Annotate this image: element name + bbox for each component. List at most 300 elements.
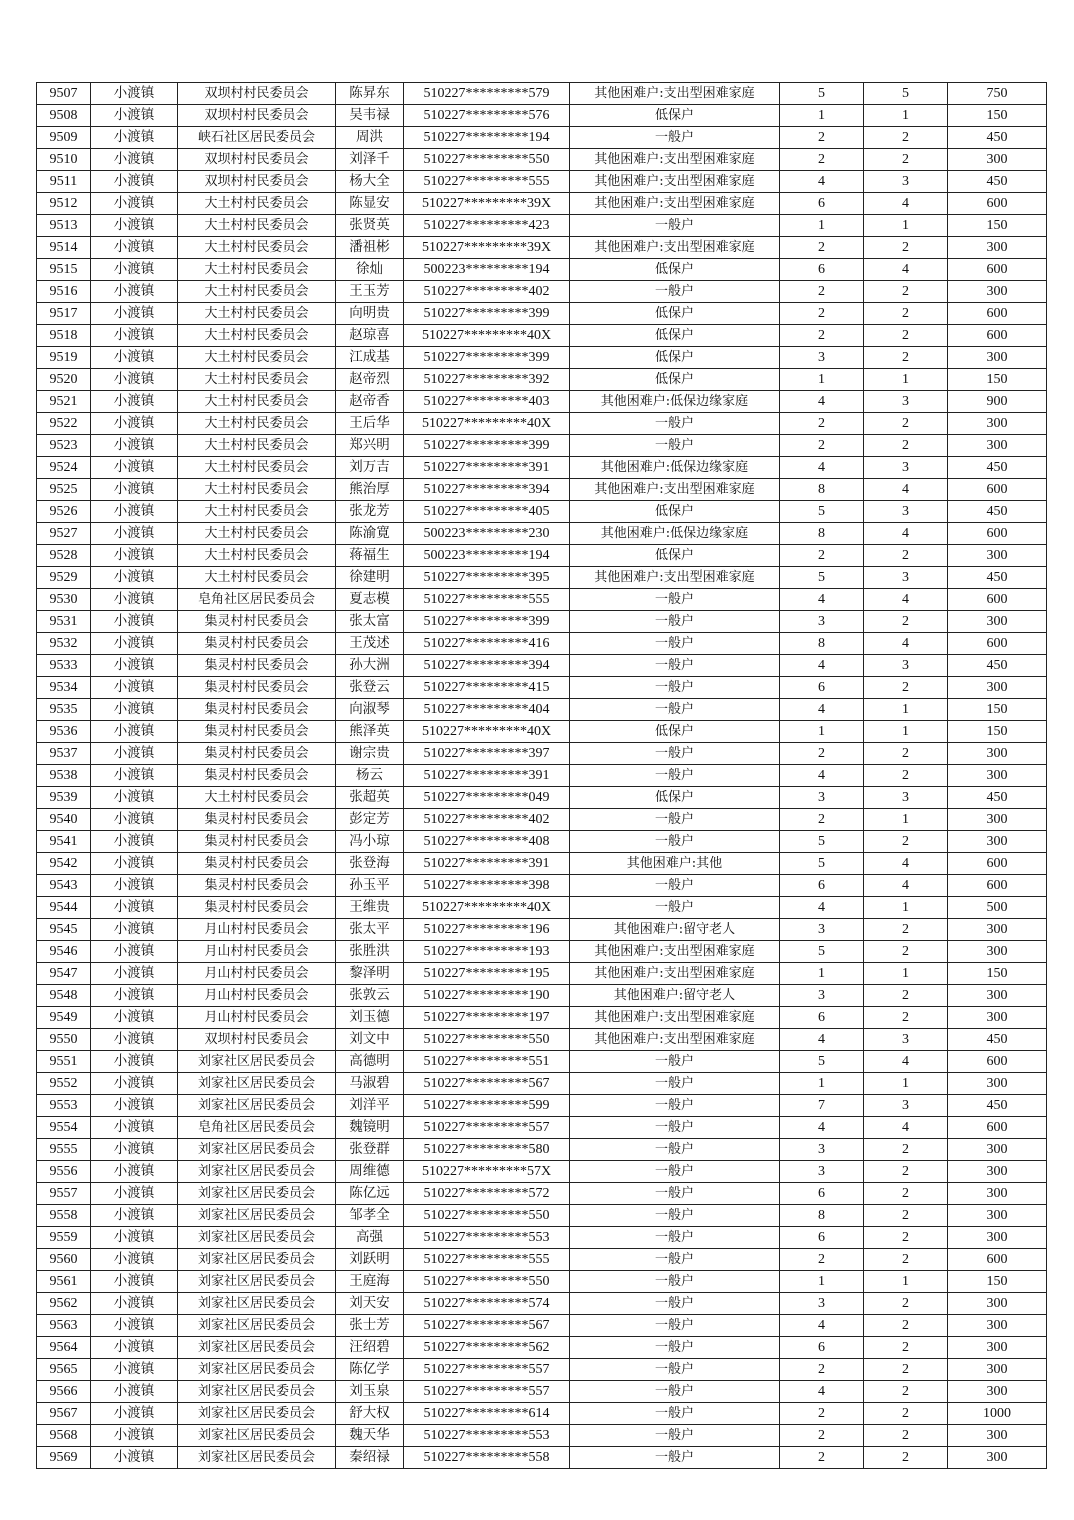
village-committee-cell: 集灵村村民委员会 bbox=[178, 611, 336, 633]
name-cell: 张胜洪 bbox=[336, 941, 404, 963]
name-cell: 魏天华 bbox=[336, 1425, 404, 1447]
town-cell: 小渡镇 bbox=[91, 1293, 178, 1315]
serial-number-cell: 9565 bbox=[37, 1359, 91, 1381]
name-cell: 冯小琼 bbox=[336, 831, 404, 853]
id-number-cell: 510227*********391 bbox=[404, 853, 570, 875]
table-row bbox=[37, 1359, 1047, 1381]
id-number-cell: 510227*********553 bbox=[404, 1425, 570, 1447]
id-number-cell: 510227*********57X bbox=[404, 1161, 570, 1183]
id-number-cell: 510227*********572 bbox=[404, 1183, 570, 1205]
household-type-cell: 一般户 bbox=[570, 1381, 780, 1403]
id-number-cell: 510227*********395 bbox=[404, 567, 570, 589]
amount-cell: 300 bbox=[948, 1425, 1047, 1447]
serial-number-cell: 9550 bbox=[37, 1029, 91, 1051]
village-committee-cell: 集灵村村民委员会 bbox=[178, 875, 336, 897]
table-row bbox=[37, 633, 1047, 655]
name-cell: 马淑碧 bbox=[336, 1073, 404, 1095]
document-page bbox=[36, 82, 1047, 1469]
town-cell: 小渡镇 bbox=[91, 193, 178, 215]
name-cell: 高德明 bbox=[336, 1051, 404, 1073]
subsidy-count-cell: 2 bbox=[864, 1205, 948, 1227]
subsidy-count-cell: 2 bbox=[864, 281, 948, 303]
id-number-cell: 510227*********579 bbox=[404, 83, 570, 105]
town-cell: 小渡镇 bbox=[91, 149, 178, 171]
table-row bbox=[37, 369, 1047, 391]
table-row bbox=[37, 1007, 1047, 1029]
household-type-cell: 其他困难户:支出型困难家庭 bbox=[570, 963, 780, 985]
town-cell: 小渡镇 bbox=[91, 831, 178, 853]
household-type-cell: 一般户 bbox=[570, 743, 780, 765]
amount-cell: 600 bbox=[948, 589, 1047, 611]
town-cell: 小渡镇 bbox=[91, 325, 178, 347]
village-committee-cell: 大土村村民委员会 bbox=[178, 523, 336, 545]
village-committee-cell: 峡石社区居民委员会 bbox=[178, 127, 336, 149]
table-row bbox=[37, 171, 1047, 193]
amount-cell: 150 bbox=[948, 699, 1047, 721]
amount-cell: 450 bbox=[948, 787, 1047, 809]
household-size-cell: 3 bbox=[780, 1161, 864, 1183]
subsidy-count-cell: 3 bbox=[864, 1095, 948, 1117]
table-row bbox=[37, 831, 1047, 853]
subsidy-count-cell: 1 bbox=[864, 1271, 948, 1293]
household-type-cell: 一般户 bbox=[570, 1249, 780, 1271]
serial-number-cell: 9544 bbox=[37, 897, 91, 919]
subsidy-count-cell: 4 bbox=[864, 1117, 948, 1139]
subsidy-count-cell: 2 bbox=[864, 347, 948, 369]
subsidy-count-cell: 2 bbox=[864, 1315, 948, 1337]
name-cell: 魏镜明 bbox=[336, 1117, 404, 1139]
id-number-cell: 510227*********408 bbox=[404, 831, 570, 853]
town-cell: 小渡镇 bbox=[91, 1161, 178, 1183]
household-size-cell: 8 bbox=[780, 1205, 864, 1227]
name-cell: 刘跃明 bbox=[336, 1249, 404, 1271]
amount-cell: 300 bbox=[948, 237, 1047, 259]
amount-cell: 300 bbox=[948, 1139, 1047, 1161]
subsidy-count-cell: 1 bbox=[864, 105, 948, 127]
subsidy-count-cell: 2 bbox=[864, 1007, 948, 1029]
table-row bbox=[37, 655, 1047, 677]
subsidy-count-cell: 1 bbox=[864, 699, 948, 721]
id-number-cell: 510227*********399 bbox=[404, 611, 570, 633]
village-committee-cell: 大土村村民委员会 bbox=[178, 391, 336, 413]
amount-cell: 150 bbox=[948, 105, 1047, 127]
household-roster-table bbox=[36, 82, 1047, 1469]
amount-cell: 300 bbox=[948, 281, 1047, 303]
household-type-cell: 一般户 bbox=[570, 1293, 780, 1315]
name-cell: 夏志模 bbox=[336, 589, 404, 611]
town-cell: 小渡镇 bbox=[91, 1359, 178, 1381]
name-cell: 徐灿 bbox=[336, 259, 404, 281]
amount-cell: 300 bbox=[948, 1007, 1047, 1029]
id-number-cell: 510227*********599 bbox=[404, 1095, 570, 1117]
name-cell: 周维德 bbox=[336, 1161, 404, 1183]
serial-number-cell: 9548 bbox=[37, 985, 91, 1007]
village-committee-cell: 集灵村村民委员会 bbox=[178, 721, 336, 743]
name-cell: 赵帝烈 bbox=[336, 369, 404, 391]
table-row bbox=[37, 875, 1047, 897]
town-cell: 小渡镇 bbox=[91, 237, 178, 259]
village-committee-cell: 双坝村村民委员会 bbox=[178, 83, 336, 105]
subsidy-count-cell: 2 bbox=[864, 1359, 948, 1381]
amount-cell: 300 bbox=[948, 1381, 1047, 1403]
household-size-cell: 6 bbox=[780, 875, 864, 897]
serial-number-cell: 9537 bbox=[37, 743, 91, 765]
serial-number-cell: 9551 bbox=[37, 1051, 91, 1073]
town-cell: 小渡镇 bbox=[91, 523, 178, 545]
serial-number-cell: 9512 bbox=[37, 193, 91, 215]
amount-cell: 500 bbox=[948, 897, 1047, 919]
household-size-cell: 1 bbox=[780, 105, 864, 127]
household-size-cell: 4 bbox=[780, 589, 864, 611]
subsidy-count-cell: 1 bbox=[864, 215, 948, 237]
town-cell: 小渡镇 bbox=[91, 1381, 178, 1403]
amount-cell: 600 bbox=[948, 523, 1047, 545]
table-row bbox=[37, 677, 1047, 699]
serial-number-cell: 9525 bbox=[37, 479, 91, 501]
id-number-cell: 510227*********567 bbox=[404, 1315, 570, 1337]
town-cell: 小渡镇 bbox=[91, 1139, 178, 1161]
amount-cell: 300 bbox=[948, 1227, 1047, 1249]
amount-cell: 300 bbox=[948, 435, 1047, 457]
serial-number-cell: 9561 bbox=[37, 1271, 91, 1293]
household-size-cell: 2 bbox=[780, 413, 864, 435]
id-number-cell: 510227*********40X bbox=[404, 413, 570, 435]
household-type-cell: 其他困难户:支出型困难家庭 bbox=[570, 567, 780, 589]
subsidy-count-cell: 4 bbox=[864, 259, 948, 281]
id-number-cell: 510227*********550 bbox=[404, 1205, 570, 1227]
subsidy-count-cell: 4 bbox=[864, 193, 948, 215]
household-size-cell: 2 bbox=[780, 1425, 864, 1447]
subsidy-count-cell: 2 bbox=[864, 919, 948, 941]
household-size-cell: 4 bbox=[780, 765, 864, 787]
name-cell: 刘洋平 bbox=[336, 1095, 404, 1117]
household-type-cell: 一般户 bbox=[570, 1447, 780, 1469]
household-type-cell: 一般户 bbox=[570, 1095, 780, 1117]
subsidy-count-cell: 1 bbox=[864, 897, 948, 919]
village-committee-cell: 大土村村民委员会 bbox=[178, 501, 336, 523]
household-size-cell: 1 bbox=[780, 963, 864, 985]
town-cell: 小渡镇 bbox=[91, 1029, 178, 1051]
village-committee-cell: 大土村村民委员会 bbox=[178, 369, 336, 391]
id-number-cell: 510227*********391 bbox=[404, 457, 570, 479]
name-cell: 熊泽英 bbox=[336, 721, 404, 743]
table-row bbox=[37, 853, 1047, 875]
household-size-cell: 2 bbox=[780, 545, 864, 567]
household-size-cell: 6 bbox=[780, 1183, 864, 1205]
village-committee-cell: 刘家社区居民委员会 bbox=[178, 1381, 336, 1403]
name-cell: 王维贵 bbox=[336, 897, 404, 919]
town-cell: 小渡镇 bbox=[91, 985, 178, 1007]
household-size-cell: 3 bbox=[780, 985, 864, 1007]
amount-cell: 450 bbox=[948, 1095, 1047, 1117]
town-cell: 小渡镇 bbox=[91, 1315, 178, 1337]
table-row bbox=[37, 1425, 1047, 1447]
serial-number-cell: 9533 bbox=[37, 655, 91, 677]
amount-cell: 300 bbox=[948, 1315, 1047, 1337]
table-row bbox=[37, 457, 1047, 479]
subsidy-count-cell: 4 bbox=[864, 589, 948, 611]
amount-cell: 300 bbox=[948, 413, 1047, 435]
household-size-cell: 1 bbox=[780, 1271, 864, 1293]
household-type-cell: 一般户 bbox=[570, 1359, 780, 1381]
town-cell: 小渡镇 bbox=[91, 413, 178, 435]
name-cell: 江成基 bbox=[336, 347, 404, 369]
table-row bbox=[37, 1051, 1047, 1073]
serial-number-cell: 9509 bbox=[37, 127, 91, 149]
name-cell: 王庭海 bbox=[336, 1271, 404, 1293]
amount-cell: 300 bbox=[948, 941, 1047, 963]
serial-number-cell: 9564 bbox=[37, 1337, 91, 1359]
household-type-cell: 其他困难户:低保边缘家庭 bbox=[570, 391, 780, 413]
subsidy-count-cell: 2 bbox=[864, 149, 948, 171]
amount-cell: 300 bbox=[948, 545, 1047, 567]
table-row bbox=[37, 105, 1047, 127]
amount-cell: 300 bbox=[948, 831, 1047, 853]
town-cell: 小渡镇 bbox=[91, 281, 178, 303]
village-committee-cell: 刘家社区居民委员会 bbox=[178, 1425, 336, 1447]
village-committee-cell: 刘家社区居民委员会 bbox=[178, 1183, 336, 1205]
name-cell: 刘天安 bbox=[336, 1293, 404, 1315]
subsidy-count-cell: 3 bbox=[864, 171, 948, 193]
name-cell: 张敦云 bbox=[336, 985, 404, 1007]
table-row bbox=[37, 941, 1047, 963]
id-number-cell: 510227*********574 bbox=[404, 1293, 570, 1315]
town-cell: 小渡镇 bbox=[91, 875, 178, 897]
household-type-cell: 一般户 bbox=[570, 281, 780, 303]
serial-number-cell: 9513 bbox=[37, 215, 91, 237]
household-size-cell: 5 bbox=[780, 1051, 864, 1073]
household-type-cell: 一般户 bbox=[570, 1051, 780, 1073]
village-committee-cell: 刘家社区居民委员会 bbox=[178, 1293, 336, 1315]
amount-cell: 600 bbox=[948, 1249, 1047, 1271]
table-row bbox=[37, 391, 1047, 413]
household-type-cell: 一般户 bbox=[570, 1139, 780, 1161]
serial-number-cell: 9524 bbox=[37, 457, 91, 479]
serial-number-cell: 9566 bbox=[37, 1381, 91, 1403]
name-cell: 郑兴明 bbox=[336, 435, 404, 457]
name-cell: 陈显安 bbox=[336, 193, 404, 215]
table-row bbox=[37, 1183, 1047, 1205]
serial-number-cell: 9516 bbox=[37, 281, 91, 303]
serial-number-cell: 9562 bbox=[37, 1293, 91, 1315]
name-cell: 王后华 bbox=[336, 413, 404, 435]
household-type-cell: 其他困难户:支出型困难家庭 bbox=[570, 237, 780, 259]
serial-number-cell: 9526 bbox=[37, 501, 91, 523]
id-number-cell: 510227*********614 bbox=[404, 1403, 570, 1425]
serial-number-cell: 9549 bbox=[37, 1007, 91, 1029]
subsidy-count-cell: 1 bbox=[864, 721, 948, 743]
subsidy-count-cell: 4 bbox=[864, 479, 948, 501]
town-cell: 小渡镇 bbox=[91, 699, 178, 721]
household-size-cell: 4 bbox=[780, 1029, 864, 1051]
household-type-cell: 一般户 bbox=[570, 1337, 780, 1359]
name-cell: 杨大全 bbox=[336, 171, 404, 193]
amount-cell: 600 bbox=[948, 303, 1047, 325]
serial-number-cell: 9538 bbox=[37, 765, 91, 787]
town-cell: 小渡镇 bbox=[91, 787, 178, 809]
table-row bbox=[37, 501, 1047, 523]
village-committee-cell: 刘家社区居民委员会 bbox=[178, 1161, 336, 1183]
serial-number-cell: 9527 bbox=[37, 523, 91, 545]
name-cell: 张太富 bbox=[336, 611, 404, 633]
table-row bbox=[37, 1139, 1047, 1161]
serial-number-cell: 9530 bbox=[37, 589, 91, 611]
id-number-cell: 510227*********196 bbox=[404, 919, 570, 941]
amount-cell: 300 bbox=[948, 149, 1047, 171]
household-size-cell: 1 bbox=[780, 215, 864, 237]
amount-cell: 900 bbox=[948, 391, 1047, 413]
household-size-cell: 2 bbox=[780, 1403, 864, 1425]
name-cell: 张士芳 bbox=[336, 1315, 404, 1337]
town-cell: 小渡镇 bbox=[91, 1271, 178, 1293]
name-cell: 张龙芳 bbox=[336, 501, 404, 523]
village-committee-cell: 刘家社区居民委员会 bbox=[178, 1315, 336, 1337]
subsidy-count-cell: 1 bbox=[864, 963, 948, 985]
village-committee-cell: 刘家社区居民委员会 bbox=[178, 1447, 336, 1469]
name-cell: 吴韦禄 bbox=[336, 105, 404, 127]
name-cell: 汪绍碧 bbox=[336, 1337, 404, 1359]
household-size-cell: 3 bbox=[780, 787, 864, 809]
id-number-cell: 510227*********550 bbox=[404, 1029, 570, 1051]
subsidy-count-cell: 4 bbox=[864, 875, 948, 897]
table-row bbox=[37, 1403, 1047, 1425]
household-size-cell: 5 bbox=[780, 941, 864, 963]
amount-cell: 450 bbox=[948, 655, 1047, 677]
household-type-cell: 一般户 bbox=[570, 1315, 780, 1337]
name-cell: 张登群 bbox=[336, 1139, 404, 1161]
village-committee-cell: 集灵村村民委员会 bbox=[178, 897, 336, 919]
id-number-cell: 510227*********40X bbox=[404, 897, 570, 919]
household-type-cell: 一般户 bbox=[570, 1205, 780, 1227]
household-size-cell: 1 bbox=[780, 721, 864, 743]
village-committee-cell: 双坝村村民委员会 bbox=[178, 105, 336, 127]
table-row bbox=[37, 1381, 1047, 1403]
id-number-cell: 510227*********40X bbox=[404, 325, 570, 347]
name-cell: 熊治厚 bbox=[336, 479, 404, 501]
table-row bbox=[37, 1315, 1047, 1337]
town-cell: 小渡镇 bbox=[91, 435, 178, 457]
name-cell: 杨云 bbox=[336, 765, 404, 787]
name-cell: 舒大权 bbox=[336, 1403, 404, 1425]
amount-cell: 300 bbox=[948, 1359, 1047, 1381]
subsidy-count-cell: 2 bbox=[864, 985, 948, 1007]
subsidy-count-cell: 4 bbox=[864, 523, 948, 545]
town-cell: 小渡镇 bbox=[91, 1249, 178, 1271]
household-type-cell: 一般户 bbox=[570, 1073, 780, 1095]
amount-cell: 300 bbox=[948, 1073, 1047, 1095]
household-size-cell: 8 bbox=[780, 523, 864, 545]
subsidy-count-cell: 2 bbox=[864, 413, 948, 435]
subsidy-count-cell: 5 bbox=[864, 83, 948, 105]
id-number-cell: 510227*********557 bbox=[404, 1359, 570, 1381]
household-type-cell: 其他困难户:低保边缘家庭 bbox=[570, 457, 780, 479]
town-cell: 小渡镇 bbox=[91, 1425, 178, 1447]
village-committee-cell: 双坝村村民委员会 bbox=[178, 1029, 336, 1051]
village-committee-cell: 集灵村村民委员会 bbox=[178, 809, 336, 831]
household-size-cell: 3 bbox=[780, 611, 864, 633]
town-cell: 小渡镇 bbox=[91, 919, 178, 941]
name-cell: 孙玉平 bbox=[336, 875, 404, 897]
serial-number-cell: 9552 bbox=[37, 1073, 91, 1095]
household-size-cell: 6 bbox=[780, 1337, 864, 1359]
town-cell: 小渡镇 bbox=[91, 105, 178, 127]
name-cell: 潘祖彬 bbox=[336, 237, 404, 259]
id-number-cell: 510227*********391 bbox=[404, 765, 570, 787]
household-size-cell: 8 bbox=[780, 479, 864, 501]
household-type-cell: 一般户 bbox=[570, 897, 780, 919]
amount-cell: 300 bbox=[948, 1293, 1047, 1315]
subsidy-count-cell: 4 bbox=[864, 1051, 948, 1073]
name-cell: 秦绍禄 bbox=[336, 1447, 404, 1469]
village-committee-cell: 刘家社区居民委员会 bbox=[178, 1139, 336, 1161]
serial-number-cell: 9547 bbox=[37, 963, 91, 985]
amount-cell: 600 bbox=[948, 259, 1047, 281]
serial-number-cell: 9528 bbox=[37, 545, 91, 567]
household-type-cell: 一般户 bbox=[570, 589, 780, 611]
name-cell: 张太平 bbox=[336, 919, 404, 941]
name-cell: 张超英 bbox=[336, 787, 404, 809]
household-type-cell: 其他困难户:留守老人 bbox=[570, 919, 780, 941]
town-cell: 小渡镇 bbox=[91, 545, 178, 567]
amount-cell: 300 bbox=[948, 1205, 1047, 1227]
id-number-cell: 510227*********557 bbox=[404, 1381, 570, 1403]
household-size-cell: 2 bbox=[780, 743, 864, 765]
id-number-cell: 510227*********580 bbox=[404, 1139, 570, 1161]
table-row bbox=[37, 985, 1047, 1007]
subsidy-count-cell: 2 bbox=[864, 127, 948, 149]
town-cell: 小渡镇 bbox=[91, 391, 178, 413]
name-cell: 徐建明 bbox=[336, 567, 404, 589]
amount-cell: 1000 bbox=[948, 1403, 1047, 1425]
town-cell: 小渡镇 bbox=[91, 897, 178, 919]
amount-cell: 450 bbox=[948, 567, 1047, 589]
name-cell: 向明贵 bbox=[336, 303, 404, 325]
table-row bbox=[37, 1293, 1047, 1315]
amount-cell: 600 bbox=[948, 1051, 1047, 1073]
table-row bbox=[37, 1271, 1047, 1293]
household-type-cell: 一般户 bbox=[570, 633, 780, 655]
village-committee-cell: 大土村村民委员会 bbox=[178, 413, 336, 435]
name-cell: 刘万吉 bbox=[336, 457, 404, 479]
subsidy-count-cell: 2 bbox=[864, 1425, 948, 1447]
village-committee-cell: 集灵村村民委员会 bbox=[178, 699, 336, 721]
table-row bbox=[37, 919, 1047, 941]
household-size-cell: 5 bbox=[780, 853, 864, 875]
name-cell: 刘玉德 bbox=[336, 1007, 404, 1029]
subsidy-count-cell: 2 bbox=[864, 1183, 948, 1205]
village-committee-cell: 集灵村村民委员会 bbox=[178, 743, 336, 765]
town-cell: 小渡镇 bbox=[91, 369, 178, 391]
table-row bbox=[37, 787, 1047, 809]
village-committee-cell: 大土村村民委员会 bbox=[178, 237, 336, 259]
id-number-cell: 510227*********555 bbox=[404, 171, 570, 193]
serial-number-cell: 9563 bbox=[37, 1315, 91, 1337]
town-cell: 小渡镇 bbox=[91, 347, 178, 369]
village-committee-cell: 大土村村民委员会 bbox=[178, 567, 336, 589]
id-number-cell: 510227*********399 bbox=[404, 347, 570, 369]
table-row bbox=[37, 1227, 1047, 1249]
table-row bbox=[37, 1117, 1047, 1139]
household-size-cell: 6 bbox=[780, 677, 864, 699]
subsidy-count-cell: 2 bbox=[864, 545, 948, 567]
amount-cell: 750 bbox=[948, 83, 1047, 105]
table-row bbox=[37, 237, 1047, 259]
serial-number-cell: 9554 bbox=[37, 1117, 91, 1139]
id-number-cell: 510227*********394 bbox=[404, 479, 570, 501]
table-row bbox=[37, 325, 1047, 347]
table-row bbox=[37, 897, 1047, 919]
name-cell: 王茂述 bbox=[336, 633, 404, 655]
